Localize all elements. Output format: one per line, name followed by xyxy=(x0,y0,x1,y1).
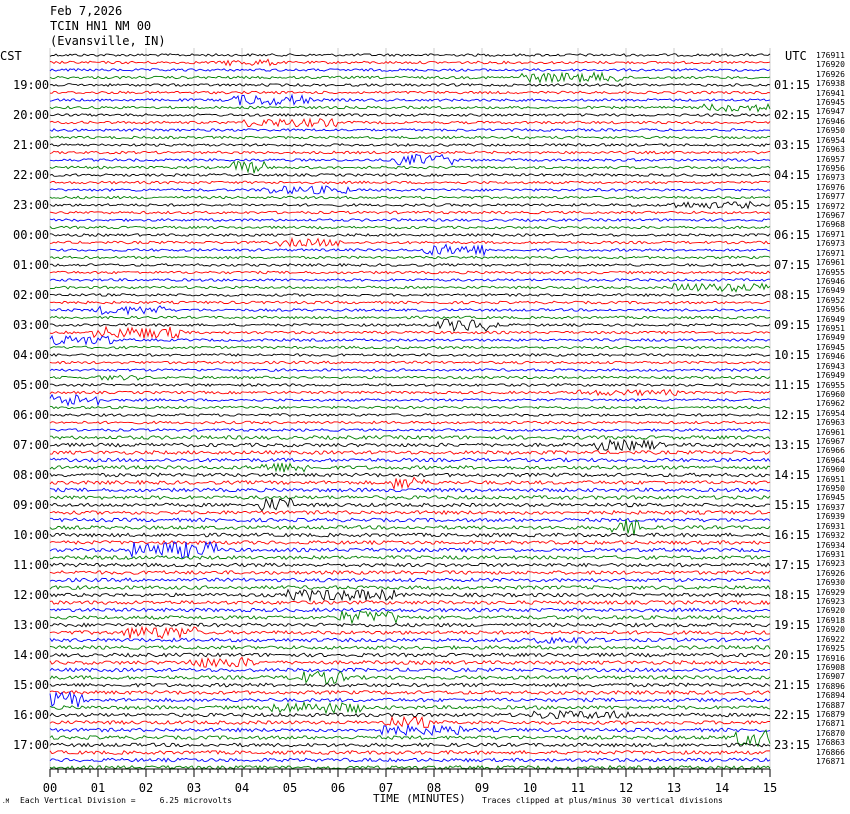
x-tick-label: 09 xyxy=(474,781,490,795)
seismic-trace xyxy=(50,488,770,492)
plot-date: Feb 7,2026 xyxy=(50,4,123,18)
seismic-trace xyxy=(50,174,770,177)
x-tick-label: 04 xyxy=(234,781,250,795)
seismic-trace xyxy=(50,384,770,387)
trace-count-label: 176950 xyxy=(816,126,845,136)
seismic-trace xyxy=(50,623,770,627)
trace-count-label: 176971 xyxy=(816,248,845,258)
seismic-trace xyxy=(50,586,770,590)
x-tick-label: 06 xyxy=(330,781,346,795)
left-hour-label: 14:00 xyxy=(13,648,50,662)
seismic-trace xyxy=(50,751,770,755)
seismic-trace xyxy=(50,646,770,650)
logo-mark: .M xyxy=(2,798,10,805)
right-hour-label: 01:15 xyxy=(774,78,811,92)
x-tick-label: 07 xyxy=(378,781,394,795)
trace-count-label: 176939 xyxy=(816,512,845,522)
x-tick-label: 15 xyxy=(762,781,778,795)
left-hour-label: 03:00 xyxy=(13,318,50,332)
left-timezone: CST xyxy=(0,49,22,63)
trace-count-label: 176941 xyxy=(816,88,845,98)
seismic-trace xyxy=(50,725,770,735)
trace-count-label: 176934 xyxy=(816,540,845,550)
trace-count-label: 176977 xyxy=(816,192,845,202)
trace-count-label: 176926 xyxy=(816,69,845,79)
seismic-trace xyxy=(50,219,770,222)
trace-count-label: 176866 xyxy=(816,747,845,757)
seismic-trace xyxy=(50,69,770,72)
trace-count-label: 176973 xyxy=(816,173,845,183)
seismic-trace xyxy=(50,136,770,139)
seismic-trace xyxy=(50,518,770,522)
seismic-trace xyxy=(50,361,770,364)
trace-count-label: 176949 xyxy=(816,371,845,381)
seismic-trace xyxy=(50,440,770,451)
left-hour-label: 12:00 xyxy=(13,588,50,602)
right-hour-label: 16:15 xyxy=(774,528,811,542)
seismic-trace xyxy=(50,226,770,229)
left-hour-label: 23:00 xyxy=(13,198,50,212)
x-tick-label: 02 xyxy=(138,781,154,795)
trace-count-label: 176863 xyxy=(816,738,845,748)
seismic-trace xyxy=(50,73,770,83)
seismic-trace xyxy=(50,519,770,535)
trace-count-label: 176946 xyxy=(816,352,845,362)
seismic-trace xyxy=(50,571,770,575)
trace-count-label: 176976 xyxy=(816,182,845,192)
trace-count-label: 176945 xyxy=(816,342,845,352)
trace-count-label: 176871 xyxy=(816,757,845,767)
seismic-trace xyxy=(50,301,770,304)
trace-count-label: 176894 xyxy=(816,691,845,701)
trace-count-label: 176908 xyxy=(816,662,845,672)
seismic-trace xyxy=(50,284,770,292)
trace-count-label: 176956 xyxy=(816,163,845,173)
seismic-trace xyxy=(50,239,770,247)
seismic-trace xyxy=(50,151,770,154)
x-tick-label: 13 xyxy=(666,781,682,795)
seismic-trace xyxy=(50,390,770,396)
seismic-trace xyxy=(50,498,770,511)
trace-count-label: 176963 xyxy=(816,418,845,428)
seismic-trace xyxy=(50,671,770,683)
x-axis-title: TIME (MINUTES) xyxy=(373,792,466,805)
left-hour-label: 06:00 xyxy=(13,408,50,422)
right-hour-label: 05:15 xyxy=(774,198,811,212)
right-hour-label: 03:15 xyxy=(774,138,811,152)
trace-count-label: 176955 xyxy=(816,267,845,277)
right-hour-label: 22:15 xyxy=(774,708,811,722)
right-hour-label: 17:15 xyxy=(774,558,811,572)
seismic-trace xyxy=(50,590,770,601)
right-hour-label: 09:15 xyxy=(774,318,811,332)
trace-count-label: 176955 xyxy=(816,380,845,390)
trace-count-label: 176937 xyxy=(816,502,845,512)
seismic-trace xyxy=(50,375,770,380)
left-hour-label: 13:00 xyxy=(13,618,50,632)
left-hour-label: 16:00 xyxy=(13,708,50,722)
trace-count-label: 176954 xyxy=(816,135,845,145)
seismic-trace xyxy=(50,154,770,165)
seismic-trace xyxy=(50,234,770,237)
seismic-trace xyxy=(50,692,770,707)
clip-note: Traces clipped at plus/minus 30 vertical divisions xyxy=(482,796,723,805)
trace-count-label: 176967 xyxy=(816,211,845,221)
left-hour-label: 11:00 xyxy=(13,558,50,572)
trace-count-label: 176929 xyxy=(816,587,845,597)
seismic-trace xyxy=(50,638,770,644)
seismic-trace xyxy=(50,186,770,194)
trace-count-label: 176949 xyxy=(816,286,845,296)
left-hour-label: 21:00 xyxy=(13,138,50,152)
seismic-trace xyxy=(50,451,770,455)
seismic-trace xyxy=(50,114,770,117)
seismic-trace xyxy=(50,395,770,405)
trace-count-label: 176887 xyxy=(816,700,845,710)
left-hour-label: 22:00 xyxy=(13,168,50,182)
seismic-trace xyxy=(50,316,770,319)
x-tick-label: 01 xyxy=(90,781,106,795)
x-tick-label: 08 xyxy=(426,781,442,795)
trace-count-label: 176961 xyxy=(816,427,845,437)
seismic-trace xyxy=(50,369,770,372)
seismic-trace xyxy=(50,245,770,256)
right-hour-label: 23:15 xyxy=(774,738,811,752)
seismic-trace xyxy=(50,458,770,462)
right-hour-label: 19:15 xyxy=(774,618,811,632)
seismic-trace xyxy=(50,473,770,477)
seismic-trace xyxy=(50,104,770,111)
seismic-trace xyxy=(50,691,770,695)
station-code: TCIN HN1 NM 00 xyxy=(50,19,152,33)
seismic-trace xyxy=(50,144,770,147)
trace-count-label: 176971 xyxy=(816,229,845,239)
scale-note: Each Vertical Division = 6.25 microvolts xyxy=(20,796,232,805)
seismic-trace xyxy=(50,436,770,440)
trace-count-label: 176870 xyxy=(816,728,845,738)
seismic-trace xyxy=(50,683,770,687)
x-tick-label: 11 xyxy=(570,781,586,795)
seismic-trace xyxy=(50,601,770,605)
seismic-trace xyxy=(50,414,770,417)
trace-count-label: 176968 xyxy=(816,220,845,230)
trace-count-label: 176916 xyxy=(816,653,845,663)
trace-count-label: 176920 xyxy=(816,60,845,70)
trace-count-label: 176973 xyxy=(816,239,845,249)
left-hour-label: 08:00 xyxy=(13,468,50,482)
trace-count-label: 176961 xyxy=(816,258,845,268)
left-hour-label: 20:00 xyxy=(13,108,50,122)
seismic-trace xyxy=(50,336,770,345)
seismic-trace xyxy=(50,477,770,488)
x-tick-label: 00 xyxy=(42,781,58,795)
trace-count-label: 176945 xyxy=(816,98,845,108)
right-hour-label: 14:15 xyxy=(774,468,811,482)
right-timezone: UTC xyxy=(785,49,807,63)
left-hour-label: 17:00 xyxy=(13,738,50,752)
seismic-trace xyxy=(50,730,770,746)
seismic-trace xyxy=(50,608,770,612)
trace-count-label: 176951 xyxy=(816,474,845,484)
seismic-trace xyxy=(50,256,770,259)
x-tick-label: 05 xyxy=(282,781,298,795)
trace-count-label: 176938 xyxy=(816,79,845,89)
right-hour-label: 15:15 xyxy=(774,498,811,512)
trace-count-label: 176926 xyxy=(816,568,845,578)
right-hour-label: 11:15 xyxy=(774,378,811,392)
trace-count-label: 176963 xyxy=(816,145,845,155)
trace-count-label: 176956 xyxy=(816,305,845,315)
seismic-trace xyxy=(50,627,770,639)
seismic-trace xyxy=(50,743,770,747)
seismic-trace xyxy=(50,611,770,623)
seismic-trace xyxy=(50,279,770,282)
seismic-trace xyxy=(50,181,770,184)
left-hour-label: 15:00 xyxy=(13,678,50,692)
seismic-trace xyxy=(50,59,770,65)
seismic-trace xyxy=(50,95,770,105)
left-hour-label: 09:00 xyxy=(13,498,50,512)
seismic-trace xyxy=(50,657,770,667)
trace-count-label: 176960 xyxy=(816,389,845,399)
seismic-trace xyxy=(50,541,770,545)
seismic-trace xyxy=(50,511,770,515)
trace-count-label: 176930 xyxy=(816,578,845,588)
right-hour-label: 10:15 xyxy=(774,348,811,362)
left-hour-label: 04:00 xyxy=(13,348,50,362)
seismic-trace xyxy=(50,668,770,672)
trace-count-label: 176949 xyxy=(816,314,845,324)
trace-count-label: 176972 xyxy=(816,201,845,211)
trace-count-label: 176911 xyxy=(816,51,845,60)
seismic-trace xyxy=(50,354,770,357)
trace-count-label: 176947 xyxy=(816,107,845,117)
left-hour-label: 00:00 xyxy=(13,228,50,242)
x-tick-label: 12 xyxy=(618,781,634,795)
seismic-trace xyxy=(50,54,770,57)
right-hour-label: 02:15 xyxy=(774,108,811,122)
right-hour-label: 21:15 xyxy=(774,678,811,692)
right-hour-label: 12:15 xyxy=(774,408,811,422)
seismic-trace xyxy=(50,119,770,127)
trace-count-label: 176920 xyxy=(816,606,845,616)
seismic-trace xyxy=(50,319,770,331)
seismic-trace xyxy=(50,702,770,713)
seismic-trace xyxy=(50,196,770,199)
right-hour-label: 13:15 xyxy=(774,438,811,452)
trace-count-label: 176943 xyxy=(816,361,845,371)
seismic-trace xyxy=(50,463,770,472)
seismic-trace xyxy=(50,563,770,567)
right-hour-label: 06:15 xyxy=(774,228,811,242)
seismic-trace xyxy=(50,129,770,132)
trace-count-label: 176920 xyxy=(816,625,845,635)
trace-count-label: 176946 xyxy=(816,116,845,126)
seismic-trace xyxy=(50,578,770,582)
seismic-trace xyxy=(50,211,770,214)
seismic-trace xyxy=(50,264,770,267)
trace-count-label: 176967 xyxy=(816,436,845,446)
trace-count-label: 176931 xyxy=(816,521,845,531)
trace-count-label: 176932 xyxy=(816,531,845,541)
trace-count-label: 176950 xyxy=(816,484,845,494)
seismic-trace xyxy=(50,421,770,424)
trace-count-label: 176957 xyxy=(816,154,845,164)
trace-count-label: 176945 xyxy=(816,493,845,503)
trace-count-label: 176960 xyxy=(816,465,845,475)
minute-grid xyxy=(50,48,770,776)
x-tick-label: 10 xyxy=(522,781,538,795)
seismic-trace xyxy=(50,406,770,409)
trace-count-label: 176964 xyxy=(816,455,845,465)
seismic-trace xyxy=(50,711,770,719)
seismic-trace xyxy=(50,556,770,560)
left-hour-label: 10:00 xyxy=(13,528,50,542)
right-hour-label: 18:15 xyxy=(774,588,811,602)
seismic-trace xyxy=(50,429,770,432)
left-hour-label: 01:00 xyxy=(13,258,50,272)
left-hour-label: 05:00 xyxy=(13,378,50,392)
right-hour-label: 07:15 xyxy=(774,258,811,272)
trace-group xyxy=(50,54,770,770)
trace-count-label: 176923 xyxy=(816,559,845,569)
seismic-trace xyxy=(50,202,770,209)
seismic-trace xyxy=(50,653,770,657)
trace-count-label: 176951 xyxy=(816,324,845,334)
trace-count-label: 176896 xyxy=(816,681,845,691)
seismic-trace xyxy=(50,294,770,297)
trace-count-label: 176966 xyxy=(816,446,845,456)
trace-count-label: 176918 xyxy=(816,615,845,625)
trace-count-label: 176879 xyxy=(816,710,845,719)
seismic-trace xyxy=(50,758,770,762)
trace-count-label: 176907 xyxy=(816,672,845,682)
trace-count-label: 176962 xyxy=(816,399,845,409)
seismic-trace xyxy=(50,91,770,94)
seismic-trace xyxy=(50,496,770,500)
seismic-trace xyxy=(50,346,770,349)
seismic-trace xyxy=(50,306,770,314)
trace-count-label: 176931 xyxy=(816,549,845,559)
seismic-trace xyxy=(50,327,770,339)
trace-count-label: 176871 xyxy=(816,719,845,729)
seismic-trace xyxy=(50,84,770,87)
trace-count-label: 176954 xyxy=(816,408,845,418)
left-hour-label: 02:00 xyxy=(13,288,50,302)
x-tick-label: 14 xyxy=(714,781,730,795)
left-hour-label: 19:00 xyxy=(13,78,50,92)
right-hour-label: 04:15 xyxy=(774,168,811,182)
seismic-trace xyxy=(50,271,770,274)
seismic-trace xyxy=(50,533,770,537)
station-location: (Evansville, IN) xyxy=(50,34,166,48)
trace-count-label: 176925 xyxy=(816,644,845,654)
trace-count-label: 176922 xyxy=(816,634,845,644)
right-hour-label: 20:15 xyxy=(774,648,811,662)
trace-count-label: 176923 xyxy=(816,597,845,607)
right-hour-label: 08:15 xyxy=(774,288,811,302)
trace-count-label: 176952 xyxy=(816,295,845,305)
seismic-trace xyxy=(50,717,770,727)
trace-count-label: 176946 xyxy=(816,276,845,286)
x-tick-label: 03 xyxy=(186,781,202,795)
left-hour-label: 07:00 xyxy=(13,438,50,452)
trace-count-label: 176949 xyxy=(816,333,845,343)
